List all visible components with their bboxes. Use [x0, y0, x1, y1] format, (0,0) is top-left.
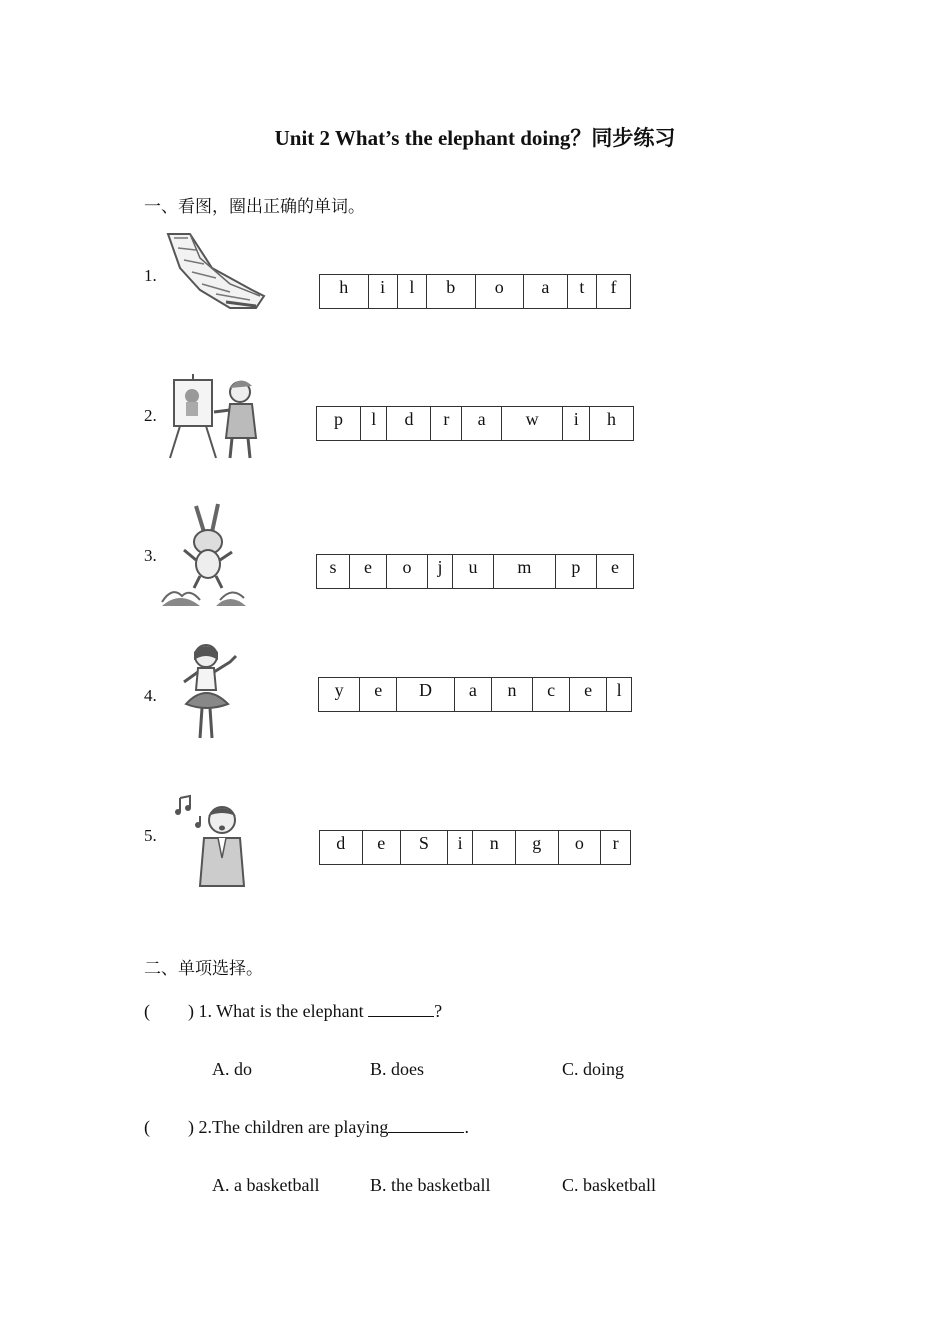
letter-cell[interactable]: r: [431, 407, 462, 441]
answer-paren-close: ): [188, 1117, 194, 1137]
option-c[interactable]: C. doing: [562, 1059, 625, 1079]
letter-grid-2: [316, 406, 634, 441]
page-title: Unit 2 What’s the elephant doing？同步练习: [274, 126, 676, 150]
option-c[interactable]: C. basketball: [562, 1175, 656, 1195]
letter-grid-3: [316, 554, 634, 589]
letter-cell[interactable]: t: [567, 275, 596, 309]
letter-cell[interactable]: w: [501, 407, 563, 441]
letter-cell[interactable]: s: [317, 555, 350, 589]
letter-cell[interactable]: h: [320, 275, 369, 309]
letter-cell[interactable]: o: [386, 555, 427, 589]
letter-cell[interactable]: l: [607, 678, 632, 712]
question-2: [144, 1117, 469, 1138]
dancing-girl-icon: [160, 642, 270, 742]
answer-paren-close: ): [188, 1001, 194, 1021]
option-a[interactable]: A. do: [212, 1059, 252, 1079]
letter-cell[interactable]: a: [462, 407, 502, 441]
section2-heading: 二、单项选择。: [144, 959, 263, 978]
boat-icon: [160, 228, 270, 328]
letter-cell[interactable]: b: [426, 275, 475, 309]
option-b[interactable]: B. does: [370, 1059, 424, 1079]
fill-blank: [368, 1016, 434, 1017]
letter-cell[interactable]: D: [397, 678, 455, 712]
letter-cell[interactable]: a: [454, 678, 491, 712]
letter-cell[interactable]: n: [491, 678, 532, 712]
letter-cell[interactable]: o: [558, 831, 601, 865]
letter-cell[interactable]: d: [320, 831, 363, 865]
option-a[interactable]: A. a basketball: [212, 1175, 320, 1195]
letter-cell[interactable]: m: [494, 555, 556, 589]
letter-cell[interactable]: u: [452, 555, 493, 589]
item-number: 4.: [144, 686, 157, 705]
item-number: 1.: [144, 266, 157, 285]
letter-cell[interactable]: e: [362, 831, 400, 865]
answer-paren-open: (: [144, 1117, 150, 1137]
singing-boy-icon: [160, 788, 270, 888]
letter-cell[interactable]: n: [473, 831, 516, 865]
letter-cell[interactable]: g: [515, 831, 558, 865]
jumping-rabbit-icon: [160, 502, 270, 602]
letter-cell[interactable]: l: [397, 275, 426, 309]
letter-grid-1: [319, 274, 631, 309]
item-number: 2.: [144, 406, 157, 425]
letter-grid-4: [318, 677, 632, 712]
answer-paren-open: (: [144, 1001, 150, 1021]
letter-cell[interactable]: i: [563, 407, 589, 441]
letter-cell[interactable]: e: [360, 678, 397, 712]
letter-cell[interactable]: a: [524, 275, 568, 309]
section1-heading: 一、看图，圈出正确的单词。: [144, 197, 365, 216]
letter-cell[interactable]: c: [533, 678, 570, 712]
letter-cell[interactable]: i: [447, 831, 473, 865]
question-stem: 2.The children are playing: [198, 1117, 389, 1137]
letter-cell[interactable]: p: [555, 555, 596, 589]
item-number: 5.: [144, 826, 157, 845]
letter-cell[interactable]: S: [400, 831, 447, 865]
question-stem: 1. What is the elephant: [198, 1001, 364, 1021]
letter-cell[interactable]: j: [428, 555, 453, 589]
letter-cell[interactable]: d: [387, 407, 431, 441]
letter-cell[interactable]: e: [570, 678, 607, 712]
letter-cell[interactable]: p: [317, 407, 361, 441]
letter-grid-5: [319, 830, 631, 865]
letter-cell[interactable]: o: [475, 275, 524, 309]
drawing-child-icon: [160, 366, 270, 466]
letter-cell[interactable]: l: [361, 407, 387, 441]
fill-blank: [388, 1132, 464, 1133]
question-end: ?: [434, 1001, 443, 1021]
letter-cell[interactable]: r: [601, 831, 631, 865]
letter-cell[interactable]: h: [589, 407, 633, 441]
letter-cell[interactable]: f: [596, 275, 630, 309]
letter-cell[interactable]: e: [596, 555, 633, 589]
question-1: [144, 1001, 442, 1022]
letter-cell[interactable]: y: [319, 678, 360, 712]
letter-cell[interactable]: i: [368, 275, 397, 309]
letter-cell[interactable]: e: [349, 555, 386, 589]
option-b[interactable]: B. the basketball: [370, 1175, 491, 1195]
item-number: 3.: [144, 546, 157, 565]
question-end: .: [464, 1117, 469, 1137]
